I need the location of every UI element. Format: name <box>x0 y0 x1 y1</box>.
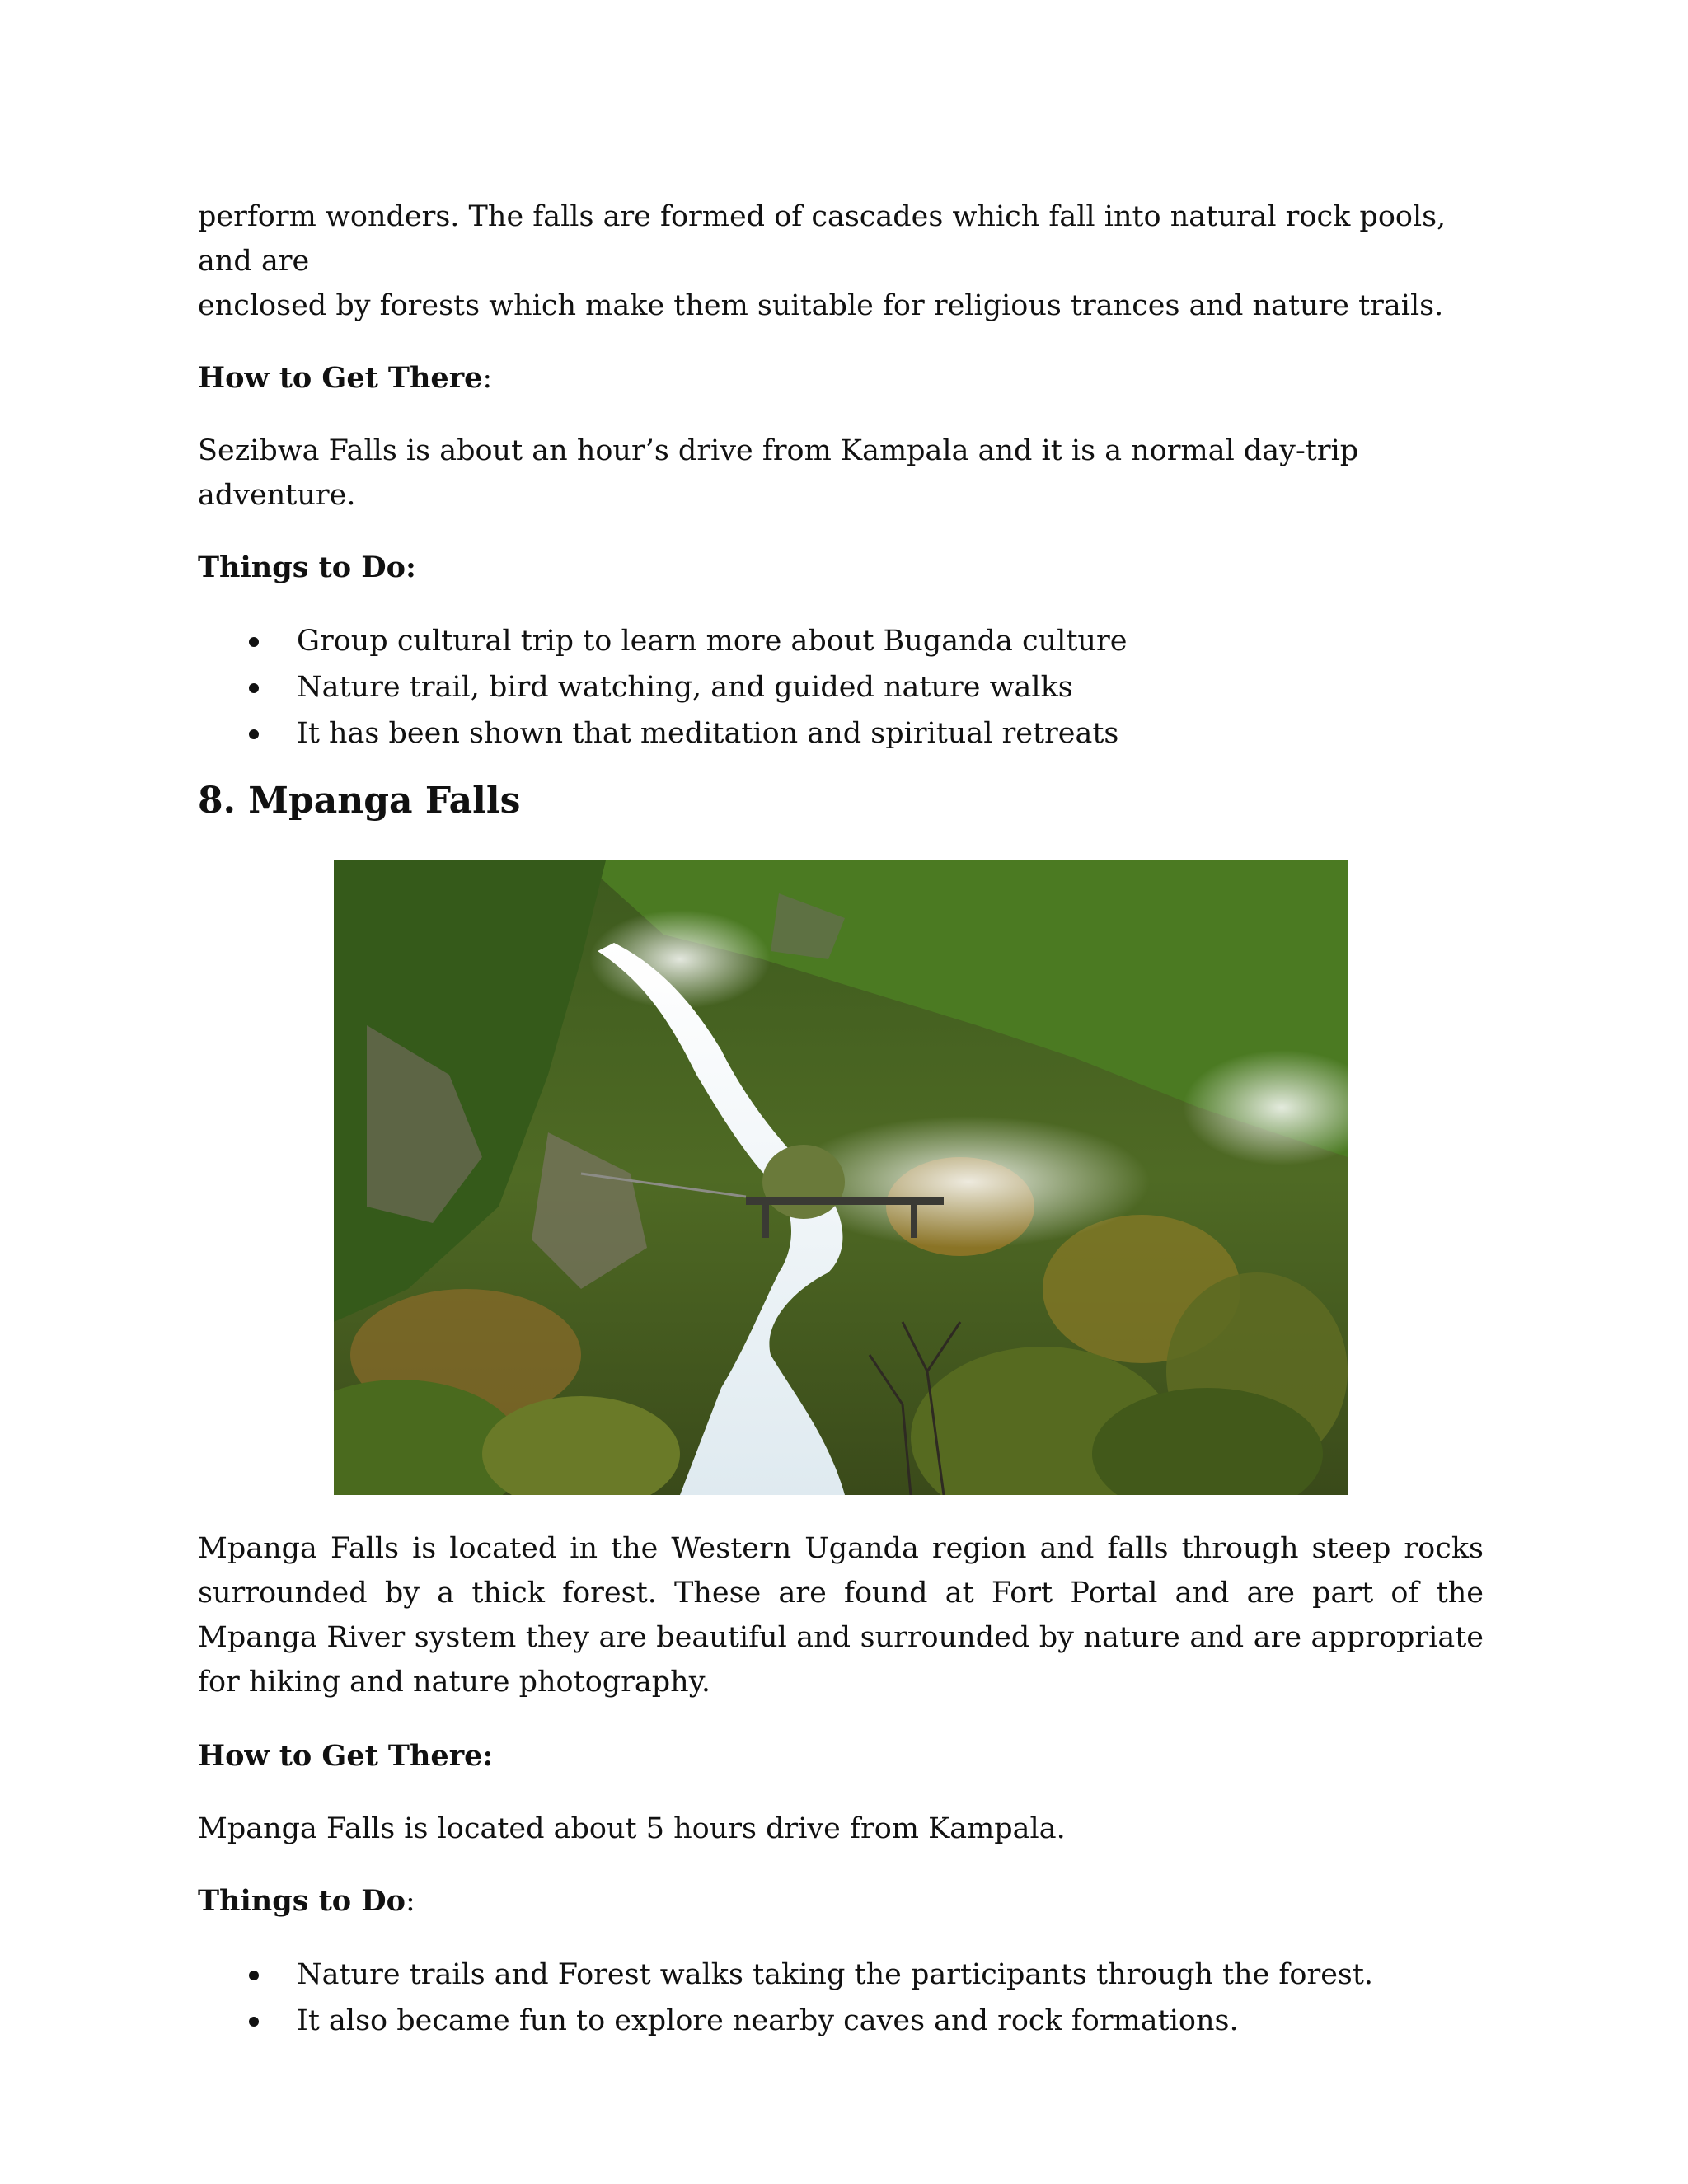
how-colon: : <box>482 362 493 395</box>
intro-line-2: enclosed by forests which make them suitable for religious trances and nature trails. <box>198 289 1444 322</box>
waterfall-photo <box>334 860 1348 1495</box>
list-item: Group cultural trip to learn more about Buganda culture <box>198 618 1484 664</box>
how-label: How to Get There <box>198 361 483 395</box>
bullet-icon <box>249 729 259 739</box>
bullet-icon <box>249 1971 259 1980</box>
things-colon: : <box>406 1885 415 1918</box>
how-to-get-there-text-mpanga: Mpanga Falls is located about 5 hours drive from Kampala. <box>198 1812 1066 1845</box>
things-to-do-heading-mpanga <box>198 1879 1484 1924</box>
list-item: Nature trails and Forest walks taking the participants through the forest. <box>198 1952 1484 1998</box>
list-item: Nature trail, bird watching, and guided nature walks <box>198 664 1484 710</box>
section-heading-mpanga: 8. Mpanga Falls <box>198 780 521 822</box>
how-to-get-there-text-prev: Sezibwa Falls is about an hour’s drive from Kampala and it is a normal day-trip adventure. <box>198 434 1359 512</box>
mpanga-description: Mpanga Falls is located in the Western Uganda region and falls through steep rocks surrounded by a thick forest. These are found at Fort Portal and are part of the Mpanga River system they are beautiful and surrounded by nature and are appropriate for hiking and nature photography. <box>198 1532 1484 1699</box>
how-to-get-there-heading-mpanga: How to Get There: <box>198 1739 494 1773</box>
things-to-do-list-mpanga <box>198 1952 1484 2044</box>
bullet-icon <box>249 637 259 647</box>
things-to-do-list-prev <box>198 618 1484 757</box>
things-to-do-heading-prev: Things to Do: <box>198 551 416 584</box>
how-to-get-there-heading-prev <box>198 356 1484 401</box>
document-page <box>198 194 1484 2044</box>
intro-line-1: perform wonders. The falls are formed of cascades which fall into natural rock pools, and are <box>198 200 1447 278</box>
list-item: It has been shown that meditation and spiritual retreats <box>198 710 1484 757</box>
bullet-icon <box>249 683 259 693</box>
list-item: It also became fun to explore nearby caves and rock formations. <box>198 1998 1484 2044</box>
bullet-icon <box>249 2017 259 2027</box>
things-label: Things to Do <box>198 1884 406 1918</box>
